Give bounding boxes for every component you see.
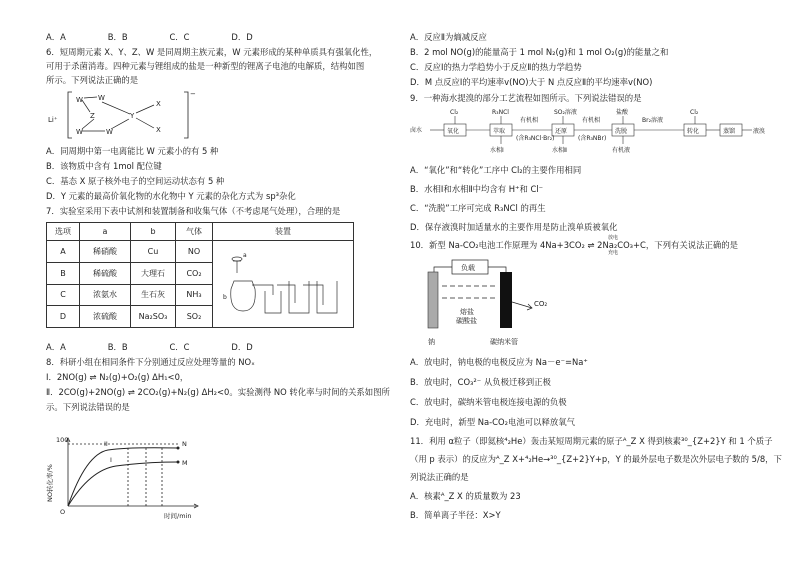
cell: NO: [176, 241, 213, 263]
cell: Cu: [131, 241, 176, 263]
q9-option-d: D．保存液溴时加适量水的主要作用是防止溴单质被氧化: [410, 222, 618, 232]
cell: B: [47, 262, 80, 284]
q11-stem-1: 11．利用 α粒子（即氦核⁴₂He）轰击某短周期元素的原子ᴬ_Z X 得到核素³⁰_{Z+2}Y 和 1 个质子: [410, 436, 773, 446]
th-option: 选项: [47, 223, 80, 241]
q8-option-c: C．反应Ⅰ的热力学趋势小于反应Ⅱ的热力学趋势: [410, 62, 582, 72]
flow-brine: 卤水: [410, 127, 423, 134]
q8-reaction-1: Ⅰ．2NO(g) ⇌ N₂(g)+O₂(g) ΔH₁<0，: [46, 372, 189, 382]
q8-chart: [46, 432, 216, 522]
battery-tube-label: 碳纳米管: [490, 338, 518, 346]
apparatus-label-a: a: [243, 252, 247, 259]
flow-elute: 洗脱: [615, 128, 628, 135]
struct-w2: W: [98, 94, 105, 102]
q7-options: A．A B．B C．C D．D: [46, 342, 253, 352]
q7-table: [46, 222, 354, 328]
struct-z: Z: [90, 112, 95, 120]
chart-ylabel: NO转化率/%: [46, 464, 54, 502]
flow-oxidize: 氧化: [447, 128, 460, 135]
cell: D: [47, 306, 80, 328]
struct-w4: W: [106, 128, 113, 136]
battery-melt-1: 熔盐: [460, 308, 474, 316]
apparatus-drawing: [217, 241, 349, 325]
flow-contains-r3nbr: (含R₃NBr): [578, 135, 607, 142]
q6-option-a: A．同周期中第一电离能比 W 元素小的有 5 种: [46, 146, 219, 156]
struct-y: Y: [130, 112, 135, 120]
cell: 稀硝酸: [80, 241, 131, 263]
flow-hcl: 盐酸: [616, 109, 629, 116]
q10-option-a: A．放电时，钠电极的电极反应为 Na－e⁻=Na⁺: [410, 357, 588, 367]
flow-so2-solution: SO₂溶液: [554, 109, 577, 116]
q9-option-a: A．“氧化”和“转化”工序中 Cl₂的主要作用相同: [410, 165, 582, 175]
struct-li: Li⁺: [48, 116, 58, 124]
flow-r3ncl: R₃NCl: [492, 109, 509, 116]
q8-stem-3: 示。下列说法错误的是: [46, 402, 130, 412]
cell: 稀硫酸: [80, 262, 131, 284]
chart-curve-label-II: II: [104, 440, 108, 448]
struct-x2: X: [156, 126, 161, 134]
cell: Na₂SO₃: [131, 306, 176, 328]
q6-option-c: C．基态 X 原子核外电子的空间运动状态有 5 种: [46, 176, 225, 186]
q10-arrow-charge: 充电: [608, 250, 619, 256]
cell: 大理石: [131, 262, 176, 284]
q11-stem-3: 列说法正确的是: [410, 472, 469, 482]
q10-option-d: D．充电时，新型 Na-CO₂电池可以释放氧气: [410, 417, 575, 427]
q8-stem-1: 8．科研小组在相同条件下分别通过反应处理等量的 NOₓ: [46, 357, 255, 367]
q9-option-c: C．“洗脱”工序可完成 R₃NCl 的再生: [410, 203, 546, 213]
table-header-row: [47, 223, 354, 241]
cell: A: [47, 241, 80, 263]
q10-arrow-discharge: 放电: [608, 235, 619, 241]
cell: C: [47, 284, 80, 306]
q11-option-a: A．核素ᴬ_Z X 的质量数为 23: [410, 491, 521, 501]
q11-stem-2: （用 p 表示）的反应为ᴬ_Z X+⁴₂He→³⁰_{Z+2}Y+p，Y 的最外层电子数是次外层电子数的 5/8，下: [410, 454, 782, 464]
q6-option-d: D．Y 元素的最高价氧化物的水化物中 Y 元素的杂化方式为 sp³杂化: [46, 191, 296, 201]
q6-structure-diagram: [46, 88, 206, 142]
battery-load-label: 负载: [461, 264, 475, 272]
chart-xlabel: 时间/min: [164, 512, 192, 520]
flow-br2-solution: Br₂溶液: [642, 117, 663, 124]
flow-reduce: 还原: [555, 128, 568, 135]
sodium-electrode: [428, 272, 438, 328]
q6-stem-1: 6．短周期元素 X、Y、Z、W 是同周期主族元素，W 元素形成的某种单质具有强氧化性，: [46, 47, 378, 57]
battery-melt-2: 碳酸盐: [456, 317, 477, 325]
cell: SO₂: [176, 306, 213, 328]
apparatus-label-b: b: [223, 294, 227, 301]
chart-point-N: N: [182, 440, 187, 448]
q9-option-b: B．水相Ⅰ和水相Ⅱ中均含有 H⁺和 Cl⁻: [410, 184, 544, 194]
flow-extract: 萃取: [493, 128, 506, 135]
th-gas: 气体: [176, 223, 213, 241]
cell: CO₂: [176, 262, 213, 284]
chart-curve-label-I: I: [110, 456, 112, 464]
table-row: [47, 241, 354, 263]
q10-stem: 10．新型 Na-CO₂电池工作原理为 4Na+3CO₂ ⇌ 2Na₂CO₃+C，下列有关说法正确的是: [410, 240, 739, 250]
battery-sodium-label: 钠: [428, 338, 435, 346]
q6-option-b: B．该物质中含有 1mol 配位键: [46, 161, 162, 171]
q8-option-d: D．M 点反应Ⅰ的平均速率v(NO)大于 N 点反应Ⅱ的平均速率v(NO): [410, 77, 653, 87]
cell: NH₃: [176, 284, 213, 306]
q11-option-b: B．简单离子半径：X>Y: [410, 510, 501, 520]
q9-stem: 9．一种海水提溴的部分工艺流程如图所示。下列说法错误的是: [410, 93, 642, 103]
flow-contains-r3nclbr2: (含R₃NCl·Br₂): [516, 135, 555, 142]
apparatus-cell: [213, 241, 354, 328]
battery-co2-label: CO₂: [534, 300, 548, 308]
th-b: b: [131, 223, 176, 241]
cell: 生石灰: [131, 284, 176, 306]
q10-option-c: C．放电时，碳纳米管电极连接电源的负极: [410, 397, 567, 407]
flow-organic-phase-2: 有机相: [582, 117, 601, 124]
q8-reaction-2: Ⅱ．2CO(g)+2NO(g) ⇌ 2CO₂(g)+N₂(g) ΔH₂<0。实验测得 NO 转化率与时间的关系如图所: [46, 387, 390, 397]
q8-option-b: B．2 mol NO(g)的能量高于 1 mol N₂(g)和 1 mol O₂(g)的能量之和: [410, 47, 669, 57]
chart-ytick-100: 100: [56, 436, 69, 444]
cell: 浓氨水: [80, 284, 131, 306]
flow-liquid-bromine: 液溴: [753, 128, 766, 135]
q6-stem-3: 所示。下列说法正确的是: [46, 75, 139, 85]
flow-aqueous-1: 水相Ⅰ: [490, 147, 504, 154]
carbon-nanotube-electrode: [500, 272, 512, 328]
q9-flowchart: [410, 108, 770, 156]
chart-point-M: M: [182, 459, 188, 467]
flow-convert: 转化: [687, 128, 700, 135]
flow-aqueous-2: 水相Ⅱ: [552, 147, 567, 154]
flow-organic-liquid: 有机液: [612, 147, 631, 154]
chart-origin: O: [60, 508, 66, 516]
th-apparatus: 装置: [213, 223, 354, 241]
q5-options: A．A B．B C．C D．D: [46, 32, 253, 42]
flow-distill: 蒸馏: [723, 128, 736, 135]
struct-x1: X: [156, 100, 161, 108]
q10-option-b: B．放电时，CO₃²⁻ 从负极迁移到正极: [410, 377, 551, 387]
flow-organic-phase: 有机相: [520, 117, 539, 124]
struct-charge: −: [190, 90, 196, 98]
q6-stem-2: 可用于杀菌消毒。四种元素与锂组成的盐是一种新型的锂离子电池的电解质，结构如图: [46, 61, 365, 71]
th-a: a: [80, 223, 131, 241]
flow-cl2-1: Cl₂: [450, 109, 459, 116]
q7-stem: 7．实验室采用下表中试剂和装置制备和收集气体（不考虑尾气处理），合理的是: [46, 206, 341, 216]
flow-cl2-2: Cl₂: [690, 109, 699, 116]
cell: 浓硫酸: [80, 306, 131, 328]
q10-battery-diagram: [410, 256, 590, 352]
struct-w1: W: [76, 96, 83, 104]
struct-w3: W: [76, 128, 83, 136]
q8-option-a: A．反应Ⅱ为熵减反应: [410, 32, 487, 42]
